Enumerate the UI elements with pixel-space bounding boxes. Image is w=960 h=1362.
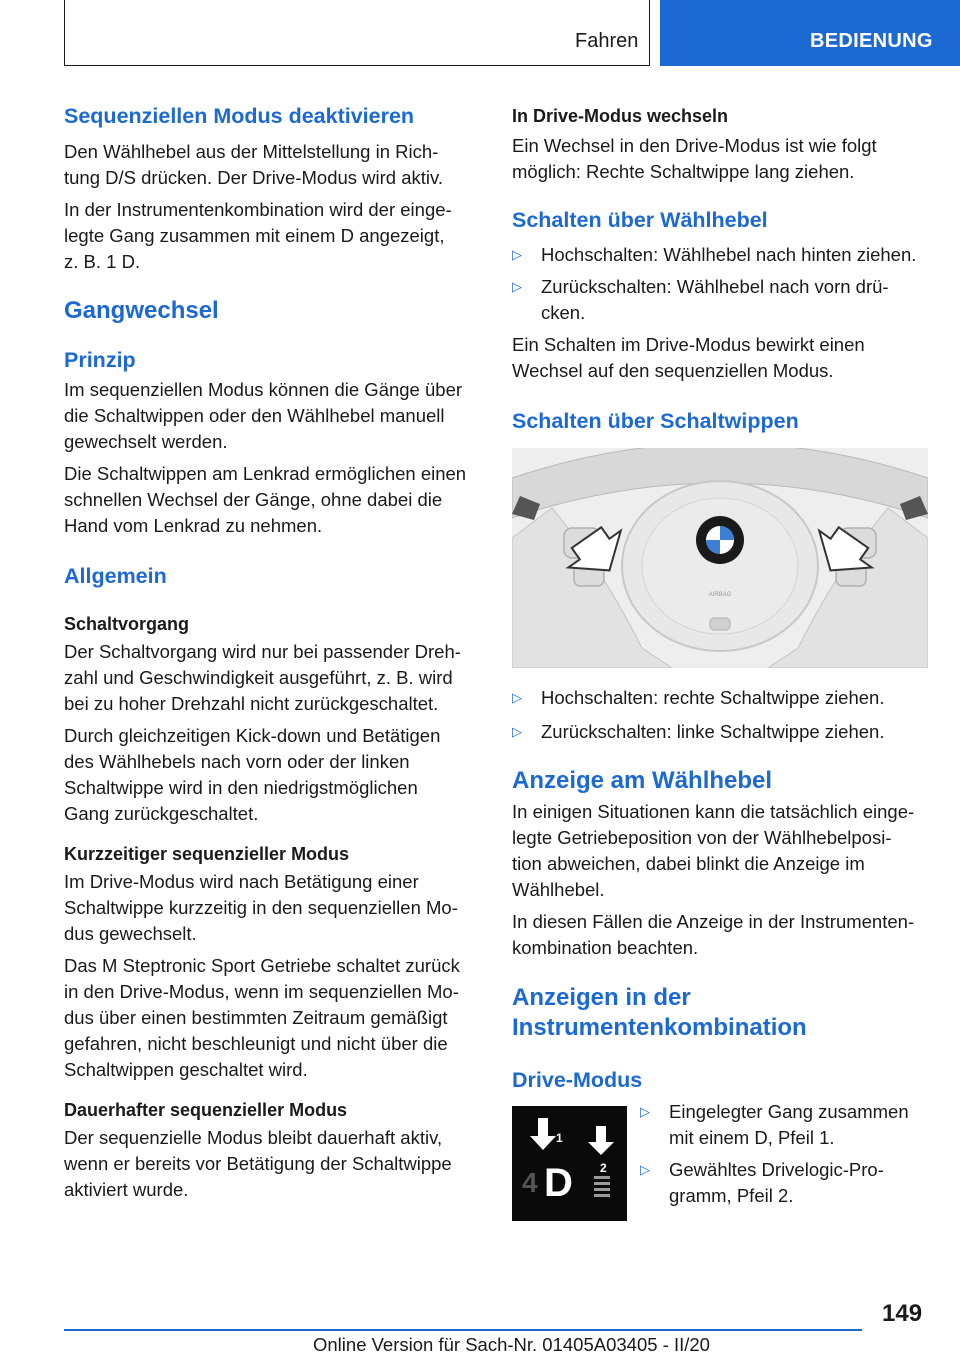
text-line: Schaltwippen geschaltet wird. <box>64 1059 308 1080</box>
text-line: Gewähltes Drivelogic-Pro- <box>669 1159 884 1180</box>
heading-drive-modus: Drive-Modus <box>512 1068 643 1092</box>
text-line: Anzeigen in der <box>512 984 691 1011</box>
text-line: Wählhebel. <box>512 879 605 900</box>
heading-in-drive-modus-wechseln: In Drive-Modus wechseln <box>512 106 729 126</box>
text-line: In der Instrumentenkombination wird der einge- <box>64 199 452 220</box>
list-item <box>640 1099 930 1151</box>
text-line: legte Gang zusammen mit einem D angezeigt, <box>64 225 445 246</box>
text-line: wenn er bereits vor Betätigung der Schaltwippe <box>64 1153 452 1174</box>
text-line: Instrumentenkombination <box>512 1014 807 1041</box>
text-line: Den Wählhebel aus der Mittelstellung in Rich- <box>64 141 439 162</box>
text-line: mit einem D, Pfeil 1. <box>669 1127 835 1148</box>
text-line: Zurückschalten: Wählhebel nach vorn drü- <box>541 276 889 297</box>
bullet-triangle-icon: ▷ <box>512 690 522 705</box>
text-line: kombination beachten. <box>512 937 699 958</box>
text-line: Ein Wechsel in den Drive-Modus ist wie folgt <box>512 135 877 156</box>
heading-anzeige-am-waehlhebel: Anzeige am Wählhebel <box>512 767 773 794</box>
text-line: Durch gleichzeitigen Kick-down und Betätigen <box>64 725 441 746</box>
text-line: gefahren, nicht beschleunigt und nicht über die <box>64 1033 448 1054</box>
text-line: des Wählhebels nach vorn oder der linken <box>64 751 410 772</box>
text-line: die Schaltwippen oder den Wählhebel manuell <box>64 405 445 426</box>
text-line: Eingelegter Gang zusammen <box>669 1101 909 1122</box>
drive-mode-letter: D <box>544 1161 573 1205</box>
paragraph <box>512 909 932 961</box>
list-item <box>512 685 932 711</box>
text-line: zahl und Geschwindigkeit ausgeführt, z. B. wird <box>64 667 453 688</box>
bullet-triangle-icon: ▷ <box>512 724 522 739</box>
text-line: tung D/S drücken. Der Drive-Modus wird aktiv. <box>64 167 444 188</box>
paragraph <box>64 639 484 717</box>
paragraph <box>64 461 484 539</box>
header-chapter-tab <box>660 0 960 66</box>
paragraph <box>64 197 484 275</box>
text-line: schnellen Wechsel der Gänge, ohne dabei die <box>64 489 443 510</box>
text-line: Hochschalten: rechte Schaltwippe ziehen. <box>541 687 885 708</box>
paragraph <box>64 139 484 191</box>
right-column <box>512 100 932 1229</box>
text-line: Im sequenziellen Modus können die Gänge über <box>64 379 463 400</box>
text-line: Der sequenzielle Modus bleibt dauerhaft aktiv, <box>64 1127 443 1148</box>
heading-schalten-ueber-schaltwippen: Schalten über Schaltwippen <box>512 409 799 433</box>
heading-anzeigen-in-der-instrumentenkombination <box>512 983 932 1043</box>
text-line: gramm, Pfeil 2. <box>669 1185 794 1206</box>
bullet-triangle-icon: ▷ <box>512 247 522 262</box>
paragraph <box>64 1125 484 1203</box>
paragraph <box>64 377 484 455</box>
text-line: aktiviert wurde. <box>64 1179 189 1200</box>
header-chapter-label: BEDIENUNG <box>810 30 933 52</box>
text-line: Das M Steptronic Sport Getriebe schaltet zurück <box>64 955 460 976</box>
text-line: Schaltwippe kurzzeitig in den sequenziellen Mo- <box>64 897 458 918</box>
text-line: dus über einen bestimmten Zeitraum gemäßigt <box>64 1007 448 1028</box>
heading-dauerhafter-sequenzieller-modus: Dauerhafter sequenzieller Modus <box>64 1100 348 1120</box>
airbag-label: AIRBAG <box>708 592 732 598</box>
text-line: Hochschalten: Wählhebel nach hinten ziehen. <box>541 244 917 265</box>
footer-rule <box>64 1329 862 1331</box>
text-line: Wechsel auf den sequenziellen Modus. <box>512 360 834 381</box>
text-line: legte Getriebeposition von der Wählhebelposi- <box>512 827 892 848</box>
drive-mode-display-icon <box>512 1106 627 1221</box>
text-line: Ein Schalten im Drive-Modus bewirkt einen <box>512 334 865 355</box>
header-frame <box>64 0 650 66</box>
text-line: Hand vom Lenkrad zu nehmen. <box>64 515 323 536</box>
text-line: Zurückschalten: linke Schaltwippe ziehen. <box>541 721 885 742</box>
text-line: In diesen Fällen die Anzeige in der Instrumenten- <box>512 911 915 932</box>
arrow-2-label: 2 <box>600 1161 607 1175</box>
bullet-triangle-icon: ▷ <box>640 1104 650 1119</box>
drive-mode-row <box>512 1099 932 1229</box>
text-line: gewechselt werden. <box>64 431 228 452</box>
text-line: möglich: Rechte Schaltwippe lang ziehen. <box>512 161 855 182</box>
text-line: Schaltwippe wird in den niedrigstmöglichen <box>64 777 418 798</box>
paragraph <box>64 953 484 1083</box>
heading-schaltvorgang: Schaltvorgang <box>64 614 190 634</box>
list-item <box>640 1157 930 1209</box>
bullet-triangle-icon: ▷ <box>640 1162 650 1177</box>
list-item <box>512 242 932 268</box>
paragraph <box>512 332 932 384</box>
header-section-label: Fahren <box>575 30 639 52</box>
text-line: Die Schaltwippen am Lenkrad ermöglichen einen <box>64 463 467 484</box>
list-item <box>512 719 932 745</box>
text-line: Gang zurückgeschaltet. <box>64 803 259 824</box>
text-line: In einigen Situationen kann die tatsächlich einge- <box>512 801 915 822</box>
drive-mode-list <box>640 1099 930 1209</box>
heading-prinzip: Prinzip <box>64 348 136 372</box>
text-line: in den Drive-Modus, wenn im sequenziellen Mo- <box>64 981 459 1002</box>
text-line: bei zu hoher Drehzahl nicht zurückgeschaltet. <box>64 693 439 714</box>
heading-schalten-ueber-waehlhebel: Schalten über Wählhebel <box>512 208 768 232</box>
paragraph <box>512 799 932 903</box>
heading-allgemein: Allgemein <box>64 564 167 588</box>
heading-kurzzeitiger-sequenzieller-modus: Kurzzeitiger sequenzieller Modus <box>64 844 350 864</box>
text-line: dus gewechselt. <box>64 923 197 944</box>
paragraph <box>64 869 484 947</box>
left-column <box>64 100 484 1203</box>
steering-wheel-illustration <box>512 448 928 668</box>
page-number: 149 <box>882 1300 923 1327</box>
list-item <box>512 274 932 326</box>
paragraph <box>512 133 932 185</box>
text-line: tion abweichen, dabei blinkt die Anzeige im <box>512 853 865 874</box>
text-line: Der Schaltvorgang wird nur bei passender Dreh- <box>64 641 461 662</box>
heading-sequenziellen-modus-deaktivieren: Sequenziellen Modus deaktivieren <box>64 104 415 128</box>
bullet-triangle-icon: ▷ <box>512 279 522 294</box>
text-line: Im Drive-Modus wird nach Betätigung einer <box>64 871 419 892</box>
heading-gangwechsel: Gangwechsel <box>64 297 219 324</box>
footer-online-version: Online Version für Sach-Nr. 01405A03405 - II/20 <box>313 1334 710 1355</box>
paragraph <box>64 723 484 827</box>
text-line: cken. <box>541 302 586 323</box>
gear-number-label: 4 <box>522 1167 538 1198</box>
text-line: z. B. 1 D. <box>64 251 141 272</box>
arrow-1-label: 1 <box>556 1131 563 1145</box>
